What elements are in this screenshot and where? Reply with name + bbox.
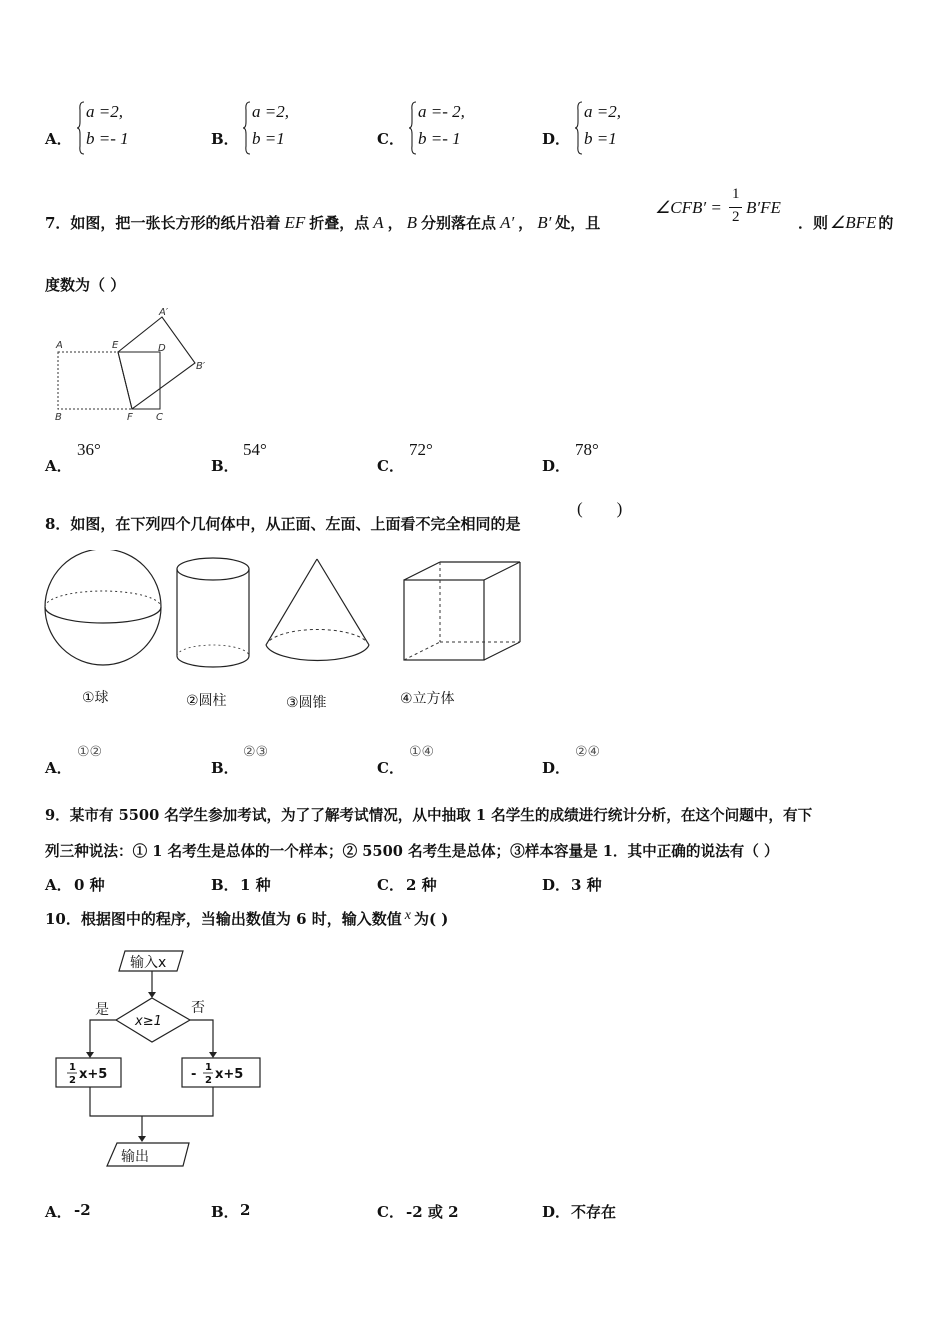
sphere	[45, 550, 161, 665]
svg-text:C: C	[156, 412, 163, 423]
q6-option-a-label: A．	[45, 130, 72, 148]
cone	[266, 559, 369, 661]
flowchart-right-process	[182, 1058, 260, 1087]
svg-text:输出: 输出	[121, 1149, 149, 1165]
svg-text:2: 2	[69, 1075, 76, 1086]
q6-option-c-line1: a =- 2,	[418, 102, 465, 121]
q6-option-a-line1: a =2,	[86, 102, 123, 121]
q6-option-a-line2: b =- 1	[86, 129, 129, 148]
svg-text:是: 是	[95, 1002, 109, 1018]
brace-icon	[408, 100, 418, 156]
q6-option-c-line2: b =- 1	[418, 129, 461, 148]
svg-text:2: 2	[205, 1075, 212, 1086]
svg-text:D: D	[158, 343, 166, 354]
brace-icon	[574, 100, 584, 156]
q6-option-c-system	[408, 100, 498, 156]
q9-stem-line2: 列三种说法：① 1 名考生是总体的一个样本；② 5500 名考生是总体；③样本容量是 1．其中正确的说法有（ ）	[45, 843, 779, 860]
q6-option-a-system	[76, 100, 156, 156]
flowchart-output-box	[107, 1143, 189, 1166]
cube	[404, 562, 520, 660]
folded-part	[118, 317, 195, 409]
svg-text:F: F	[127, 412, 133, 423]
svg-text:否: 否	[191, 1000, 205, 1016]
q6-option-c-label: C．	[377, 130, 404, 148]
svg-text:E: E	[112, 340, 119, 351]
svg-text:-: -	[191, 1067, 197, 1082]
flowchart-decision	[116, 998, 190, 1042]
q7-stem-tail: ．则 ∠BFE 的	[798, 213, 894, 232]
remaining-part	[118, 352, 160, 409]
svg-text:1: 1	[205, 1062, 212, 1073]
original-rectangle-dashed	[58, 352, 160, 409]
q7-angle-equation: ∠CFB′ = 1 2 B′FE	[655, 186, 781, 225]
svg-text:x+5: x+5	[79, 1067, 108, 1082]
cylinder	[177, 558, 249, 667]
q7-stem-line1: 7．如图，把一张长方形的纸片沿着 EF 折叠，点 A ， B 分别落在点 A′ ， B′ 处，且	[45, 213, 601, 232]
q6-option-d-system	[574, 100, 654, 156]
q6-option-b-system	[242, 100, 322, 156]
svg-text:x+5: x+5	[215, 1067, 244, 1082]
q6-option-b-line2: b =1	[252, 129, 285, 148]
q9-stem-line1: 9．某市有 5500 名学生参加考试，为了了解考试情况，从中抽取 1 名学生的成绩进行统计分析，在这个问题中，有下	[45, 807, 813, 824]
q6-option-b-line1: a =2,	[252, 102, 289, 121]
svg-text:1: 1	[69, 1062, 76, 1073]
q10-stem: 10．根据图中的程序，当输出数值为 6 时，输入数值 x 为( )	[45, 908, 449, 928]
svg-text:B′: B′	[196, 361, 206, 372]
brace-icon	[76, 100, 86, 156]
q6-option-d-line1: a =2,	[584, 102, 621, 121]
q10-flowchart	[45, 940, 275, 1175]
q7-fold-figure	[45, 300, 220, 425]
svg-text:x≥1: x≥1	[135, 1014, 162, 1029]
svg-text:A: A	[56, 340, 63, 351]
q8-solids-figure	[40, 550, 530, 675]
q7-stem-line2: 度数为（ ）	[45, 276, 126, 294]
flowchart-input-box	[119, 951, 183, 971]
flowchart-left-process	[56, 1058, 121, 1087]
q6-option-b-label: B．	[211, 130, 239, 148]
svg-text:A′: A′	[159, 307, 169, 318]
fraction-bar	[729, 207, 742, 208]
svg-text:输入x: 输入x	[130, 955, 167, 971]
brace-icon	[242, 100, 252, 156]
q8-answer-paren: ( )	[577, 499, 623, 518]
q8-stem: 8．如图，在下列四个几何体中，从正面、左面、上面看不完全相同的是	[45, 515, 521, 533]
q6-option-d-label: D．	[542, 130, 571, 148]
svg-text:B: B	[55, 412, 62, 423]
q6-option-d-line2: b =1	[584, 129, 617, 148]
